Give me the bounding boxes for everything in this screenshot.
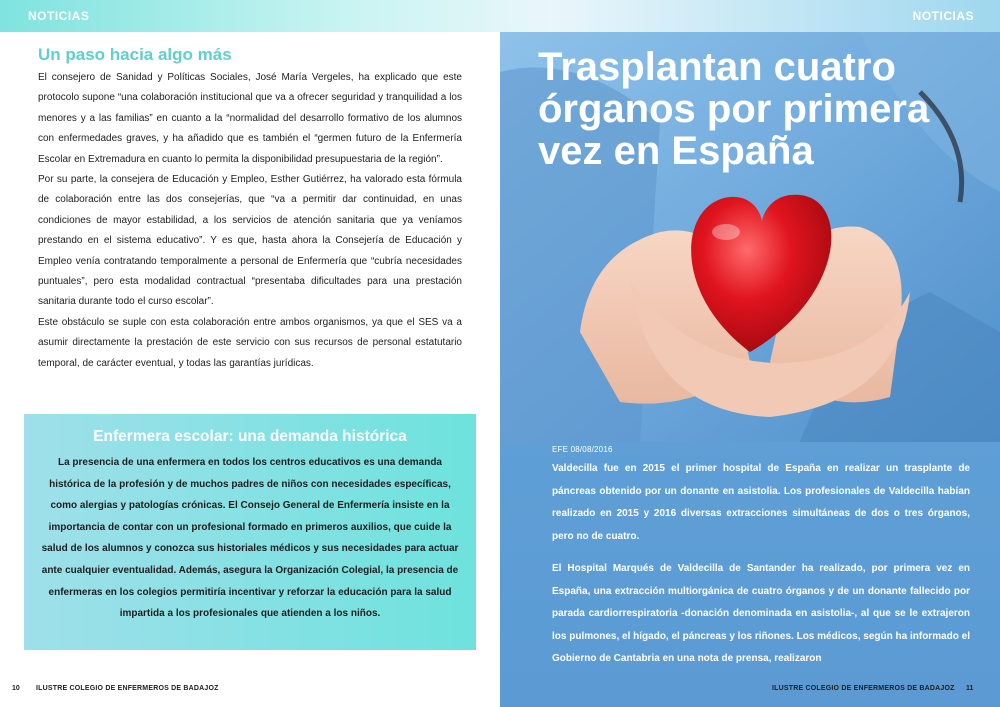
section-label-right: NOTICIAS bbox=[912, 9, 974, 23]
lead-paragraph: Valdecilla fue en 2015 el primer hospital de España en realizar un trasplante de páncreas obtenido por un donante en asistolia. Los profesionales de Valdecilla habían realizado en 2015 y 2016 diversas extracciones simultáneas de dos o tres órganos, pero no de cuatro. bbox=[552, 463, 970, 542]
paragraph: El consejero de Sanidad y Políticas Sociales, José María Vergeles, ha explicado que este protocolo supone “una colaboración institucional que va a ofrecer seguridad y tranquilidad a los menores y a las familias” en cuanto a la “normalidad del desarrollo formativo de los alumnos con enfermedades graves, y ha añadido que es también el “germen futuro de la Enfermería Escolar en Extremadura en cuanto lo permita la disponibilidad presupuestaria de la región”. bbox=[38, 72, 462, 165]
publication-name-left: ILUSTRE COLEGIO DE ENFERMEROS DE BADAJOZ bbox=[36, 685, 219, 692]
article-body-right: El Hospital Marqués de Valdecilla de Santander ha realizado, por primera vez en España, una extracción multiorgánica de cuatro órganos y de un donante fallecido por parada cardiorrespiratoria -donación denominada en asistolia-, al que se le extrajeron los pulmones, el hígado, el páncreas y los riñones. Los médicos, según ha informado el Gobierno de Cantabria en una nota de prensa, realizaron bbox=[552, 563, 970, 664]
right-page bbox=[500, 32, 1000, 707]
callout-text: La presencia de una enfermera en todos los centros educativos es una demanda histórica de la profesión y de muchos padres de niños con necesidades específicas, como alergias y patologías crónicas. El Consejo General de Enfermería insiste en la importancia de contar con un profesional formado en primeros auxilios, que cuide la salud de los alumnos y conozca sus historiales médicos y sus necesidades para actuar ante cualquier eventualidad. Además, asegura la Organización Colegial, la presencia de enfermeras en los colegios permitiría incentivar y reforzar la educación para la salud impartida a los profesionales que atienden a los niños. bbox=[41, 457, 459, 620]
section-label-left: NOTICIAS bbox=[28, 9, 90, 23]
headline-line: vez en España bbox=[538, 129, 814, 173]
headline bbox=[538, 46, 978, 172]
page-number-left: 10 bbox=[12, 685, 20, 692]
publication-name-right: ILUSTRE COLEGIO DE ENFERMEROS DE BADAJOZ bbox=[772, 685, 955, 692]
left-page bbox=[0, 32, 500, 707]
page-number-right: 11 bbox=[966, 685, 974, 692]
subheading: Un paso hacia algo más bbox=[38, 45, 232, 64]
callout-box bbox=[24, 414, 476, 650]
headline-line: órganos por primera bbox=[538, 87, 930, 131]
header-bar bbox=[0, 0, 1000, 32]
source-date: EFE 08/08/2016 bbox=[552, 445, 613, 454]
paragraph: Por su parte, la consejera de Educación y Empleo, Esther Gutiérrez, ha valorado esta fórmula de colaboración entre las dos consejerías, que “va a permitir dar continuidad, en unas condiciones de mayor estabilidad, a los servicios de atención sanitaria que ya veníamos prestando en el sistema educativo”. Y es que, hasta ahora la Consejería de Educación y Empleo venía contratando temporalmente a personal de Enfermería que “cubría necesidades puntuales”, pero esta modalidad contractual “presentaba dificultades para una prestación sanitaria durante todo el curso escolar”. bbox=[38, 174, 462, 308]
article-body-left bbox=[38, 68, 462, 374]
paragraph: Este obstáculo se suple con esta colaboración entre ambos organismos, ya que el SES va a asumir directamente la prestación de este servicio con sus recursos de personal estatutario temporal, de carácter eventual, y todas las garantías jurídicas. bbox=[38, 316, 462, 369]
callout-title: Enfermera escolar: una demanda histórica bbox=[93, 428, 407, 445]
headline-line: Trasplantan cuatro bbox=[538, 45, 896, 89]
